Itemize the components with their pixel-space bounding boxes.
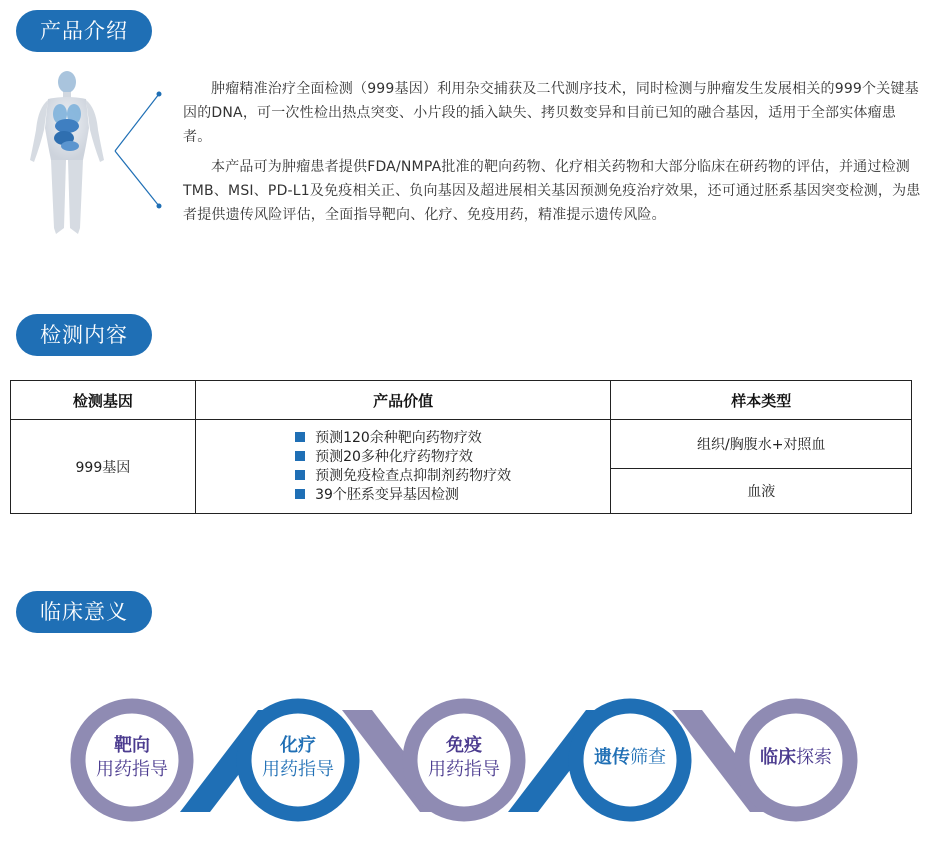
section-title-intro: 产品介绍 <box>16 10 152 52</box>
sample-cell-blood: 血液 <box>611 469 912 514</box>
clinical-item-exploration: 临床探索 <box>760 747 832 768</box>
gene-cell: 999基因 <box>11 420 196 514</box>
clinical-item-immune: 免疫 用药指导 <box>428 735 500 780</box>
value-item: 预测120余种靶向药物疗效 <box>295 429 511 448</box>
intro-text <box>183 77 921 233</box>
clinical-item-chemo: 化疗 用药指导 <box>262 735 334 780</box>
value-item: 39个胚系变异基因检测 <box>295 486 511 505</box>
header-gene: 检测基因 <box>11 381 196 420</box>
human-body-illustration <box>20 68 170 240</box>
square-bullet-icon <box>295 470 305 480</box>
square-bullet-icon <box>295 451 305 461</box>
header-value: 产品价值 <box>195 381 611 420</box>
square-bullet-icon <box>295 489 305 499</box>
sample-cell-tissue: 组织/胸腹水+对照血 <box>611 420 912 469</box>
value-cell <box>195 420 611 514</box>
clinical-chain <box>60 680 880 840</box>
intro-paragraph-2: 本产品可为肿瘤患者提供FDA/NMPA批准的靶向药物、化疗相关药物和大部分临床在研药物的评估，并通过检测TMB、MSI、PD-L1及免疫相关正、负向基因及超进展相关基因预测免疫治疗效果，还可通过胚系基因突变检测，为患者提供遗传风险评估，全面指导靶向、化疗、免疫用药，精准提示遗传风险。 <box>183 159 921 223</box>
detection-table <box>10 380 912 514</box>
value-item: 预测20多种化疗药物疗效 <box>295 448 511 467</box>
square-bullet-icon <box>295 432 305 442</box>
header-sample: 样本类型 <box>611 381 912 420</box>
value-list <box>295 429 511 505</box>
value-item: 预测免疫检查点抑制剂药物疗效 <box>295 467 511 486</box>
section-title-content: 检测内容 <box>16 314 152 356</box>
intro-paragraph-1: 肿瘤精准治疗全面检测（999基因）利用杂交捕获及二代测序技术，同时检测与肿瘤发生发展相关的999个关键基因的DNA，可一次性检出热点突变、小片段的插入缺失、拷贝数变异和目前已知的融合基因，适用于全部实体瘤患者。 <box>183 81 919 145</box>
clinical-item-targeted: 靶向 用药指导 <box>96 735 168 780</box>
clinical-item-genetic: 遗传筛查 <box>594 747 666 768</box>
section-title-clinical: 临床意义 <box>16 591 152 633</box>
table-row <box>11 420 912 469</box>
table-header-row <box>11 381 912 420</box>
